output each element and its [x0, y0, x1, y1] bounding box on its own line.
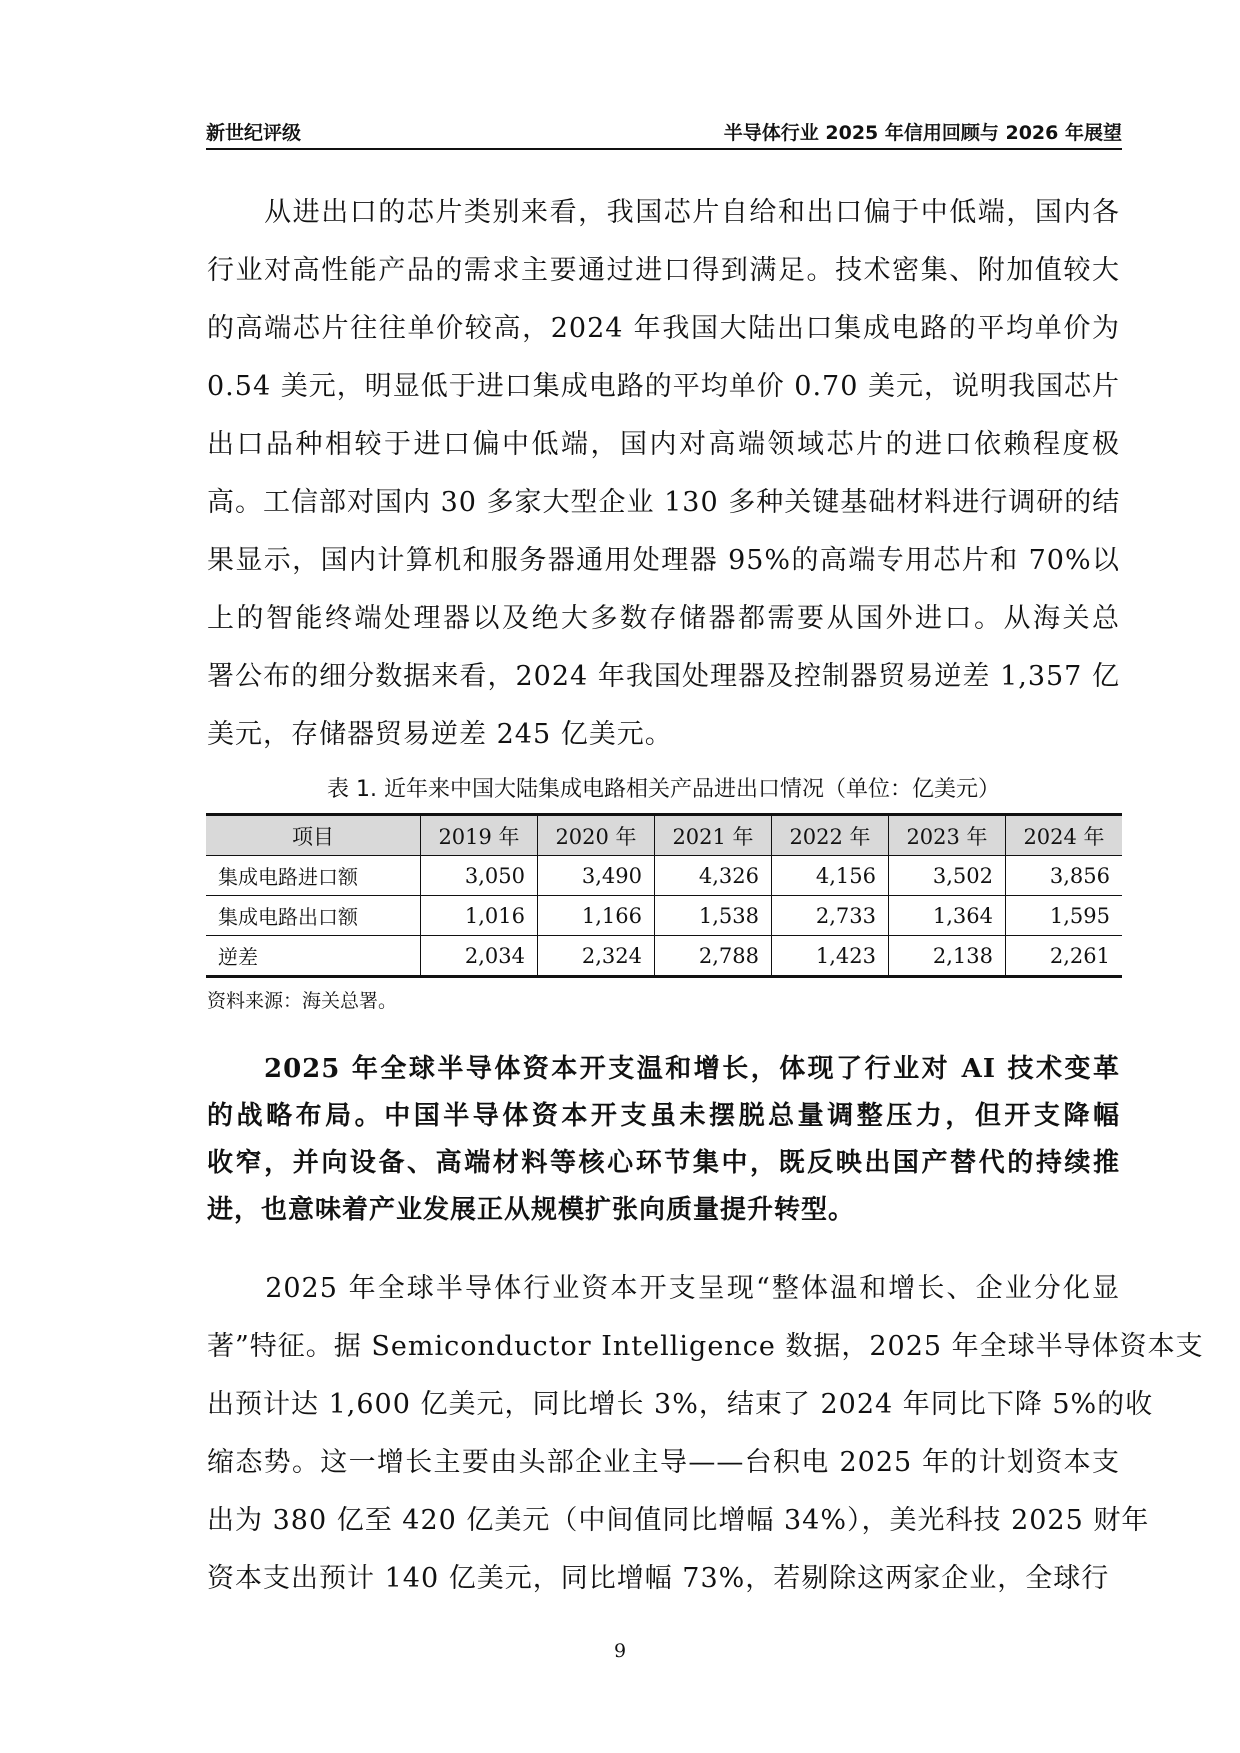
paragraph-summary-bold	[207, 1046, 1120, 1234]
text-line: 高。工信部对国内 30 多家大型企业 130 多种关键基础材料进行调研的结	[207, 487, 1121, 518]
row-label: 逆差	[206, 936, 421, 977]
text-line: 著”特征。据 Semiconductor Intelligence 数据，2025 年全球半导体资本支	[207, 1331, 1204, 1362]
paragraph-capex	[207, 1260, 1204, 1608]
table-cell: 2,138	[889, 936, 1006, 977]
text-line: 资本支出预计 140 亿美元，同比增幅 73%，若剔除这两家企业，全球行	[207, 1563, 1110, 1594]
column-header: 2024 年	[1006, 815, 1123, 856]
text-line: 2025 年全球半导体资本开支温和增长，体现了行业对 AI 技术变革	[207, 1054, 1120, 1084]
table-cell: 1,166	[538, 896, 655, 936]
header-title: 半导体行业 2025 年信用回顾与 2026 年展望	[723, 122, 1122, 144]
text-line: 出预计达 1,600 亿美元，同比增长 3%，结束了 2024 年同比下降 5%的收	[207, 1389, 1154, 1420]
text-line: 0.54 美元，明显低于进口集成电路的平均单价 0.70 美元，说明我国芯片	[207, 371, 1120, 402]
table-cell: 1,538	[655, 896, 772, 936]
table-cell: 1,016	[421, 896, 538, 936]
table-cell: 3,050	[421, 856, 538, 896]
table-source: 资料来源：海关总署。	[207, 990, 398, 1012]
column-header: 2021 年	[655, 815, 772, 856]
table-cell: 2,261	[1006, 936, 1123, 977]
text-line: 2025 年全球半导体行业资本开支呈现“整体温和增长、企业分化显	[207, 1273, 1120, 1304]
table-cell: 1,595	[1006, 896, 1123, 936]
table-row	[206, 856, 1122, 896]
page-number: 9	[613, 1640, 627, 1662]
page-header	[206, 118, 1122, 150]
table-cell: 2,788	[655, 936, 772, 977]
column-header: 2020 年	[538, 815, 655, 856]
text-line: 上的智能终端处理器以及绝大多数存储器都需要从国外进口。从海关总	[207, 603, 1120, 634]
text-line: 出为 380 亿至 420 亿美元（中间值同比增幅 34%），美光科技 2025 财年	[207, 1505, 1150, 1536]
table-row	[206, 896, 1122, 936]
text-line: 果显示，国内计算机和服务器通用处理器 95%的高端专用芯片和 70%以	[207, 545, 1120, 576]
text-line: 美元，存储器贸易逆差 245 亿美元。	[207, 719, 673, 750]
text-line: 出口品种相较于进口偏中低端，国内对高端领域芯片的进口依赖程度极	[207, 429, 1120, 460]
table-cell: 4,326	[655, 856, 772, 896]
text-line: 署公布的细分数据来看，2024 年我国处理器及控制器贸易逆差 1,357 亿	[207, 661, 1120, 692]
table-cell: 2,034	[421, 936, 538, 977]
text-line: 缩态势。这一增长主要由头部企业主导——台积电 2025 年的计划资本支	[207, 1447, 1120, 1478]
column-header: 2022 年	[772, 815, 889, 856]
row-label: 集成电路出口额	[206, 896, 421, 936]
table-cell: 3,490	[538, 856, 655, 896]
table-cell: 3,856	[1006, 856, 1123, 896]
text-line: 收窄，并向设备、高端材料等核心环节集中，既反映出国产替代的持续推	[207, 1148, 1120, 1178]
table-cell: 1,423	[772, 936, 889, 977]
text-line: 的高端芯片往往单价较高，2024 年我国大陆出口集成电路的平均单价为	[207, 313, 1120, 344]
table-caption: 表 1. 近年来中国大陆集成电路相关产品进出口情况（单位：亿美元）	[327, 777, 1000, 802]
table-cell: 2,733	[772, 896, 889, 936]
table-cell: 3,502	[889, 856, 1006, 896]
table-cell: 1,364	[889, 896, 1006, 936]
header-org: 新世纪评级	[206, 122, 302, 144]
paragraph-chip-trade	[207, 184, 1120, 764]
column-header: 2019 年	[421, 815, 538, 856]
column-header: 项目	[206, 815, 421, 856]
trade-table	[206, 813, 1122, 978]
table-cell: 4,156	[772, 856, 889, 896]
text-line: 进，也意味着产业发展正从规模扩张向质量提升转型。	[207, 1195, 856, 1225]
row-label: 集成电路进口额	[206, 856, 421, 896]
table-cell: 2,324	[538, 936, 655, 977]
text-line: 的战略布局。中国半导体资本开支虽未摆脱总量调整压力，但开支降幅	[207, 1101, 1120, 1131]
table-header-row	[206, 815, 1122, 856]
text-line: 行业对高性能产品的需求主要通过进口得到满足。技术密集、附加值较大	[207, 255, 1120, 286]
table-row	[206, 936, 1122, 977]
text-line: 从进出口的芯片类别来看，我国芯片自给和出口偏于中低端，国内各	[207, 197, 1120, 228]
column-header: 2023 年	[889, 815, 1006, 856]
